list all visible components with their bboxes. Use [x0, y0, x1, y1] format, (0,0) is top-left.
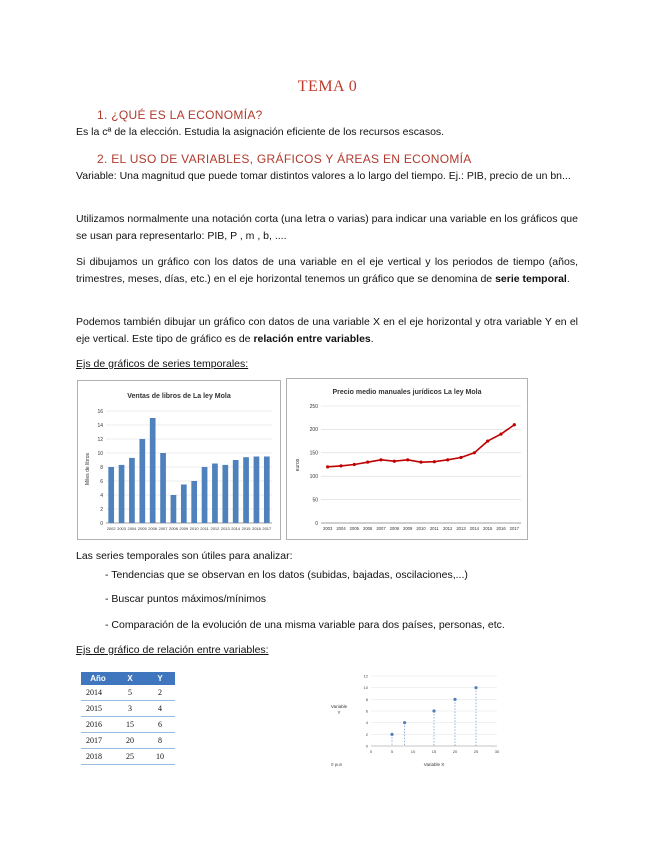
line-chart-point: [486, 440, 489, 443]
table-cell: 6: [145, 717, 175, 733]
line-chart-ytick: 250: [309, 403, 318, 410]
bar-chart-xtick: 2013: [220, 526, 230, 531]
line-chart-point: [393, 460, 396, 463]
bar-chart-bar: [181, 485, 187, 524]
scatter-ytick: 8: [365, 696, 368, 702]
bar-chart-bar: [264, 457, 270, 524]
line-chart-ytick: 150: [309, 450, 318, 457]
table-cell: 3: [115, 701, 145, 717]
line-chart-ytick: 100: [309, 474, 318, 480]
p4-text: Podemos también dibujar un gráfico con datos de una variable X en el eje horizontal y otra variable Y en el eje vertical. Este tipo de gráfico es de: [76, 316, 578, 345]
bar-chart-xtick: 2009: [179, 526, 189, 531]
p4-end: .: [370, 333, 374, 345]
bar-chart-xtick: 2005: [137, 526, 147, 531]
line-chart-series-line: [328, 425, 515, 467]
table-cell: 25: [115, 749, 145, 765]
paragraph-notation: Utilizamos normalmente una notación corta (una letra o varias) para indicar una variable en los gráficos que se usan para representarlo: PIB, P , m , b, ....: [76, 213, 578, 242]
p3-text: Si dibujamos un gráfico con los datos de una variable en el eje vertical y los periodos de tiempo (años, trimestres, meses, días, etc.) en el eje horizontal tenemos un gráfico que se denomina de: [76, 256, 578, 285]
line-chart-xtick: 2017: [509, 526, 519, 531]
scatter-xtick: 30: [494, 749, 500, 754]
scatter-xtick: 10: [410, 749, 416, 754]
bar-chart-xtick: 2010: [189, 526, 199, 531]
table-cell: 4: [145, 701, 175, 717]
paragraph-time-series: [76, 254, 578, 288]
table-header-y: Y: [145, 672, 175, 685]
scatter-point: [474, 686, 477, 689]
line-chart-point: [459, 456, 462, 459]
scatter-xtick: 25: [473, 749, 479, 754]
table-cell: 2: [145, 685, 175, 701]
table-cell: 8: [145, 733, 175, 749]
line-chart-xtick: 2015: [483, 526, 493, 531]
table-header-row: [81, 672, 175, 685]
line-chart-xtick: 2003: [323, 526, 333, 531]
table-row: [81, 701, 175, 717]
line-chart-point: [339, 464, 342, 467]
bar-chart-bar: [150, 418, 156, 523]
table-cell: 2015: [81, 701, 115, 717]
scatter-point: [403, 721, 406, 724]
scatter-point: [432, 709, 435, 712]
scatter-ylabel: [331, 704, 348, 715]
bar-chart-bar: [254, 457, 260, 524]
bar-chart-bar: [160, 453, 166, 523]
line-chart-xtick: 2011: [429, 526, 439, 531]
bar-chart-xtick: 2004: [127, 526, 137, 531]
bar-chart-ytick: 6: [100, 478, 103, 485]
bar-chart-ytick: 8: [100, 464, 103, 471]
bar-chart-bar: [233, 460, 239, 523]
bar-chart-xtick: 2002: [106, 526, 116, 531]
line-chart-point: [499, 432, 502, 435]
scatter-point: [390, 733, 393, 736]
scatter-chart: [325, 670, 515, 770]
scatter-xlabel: Variable X: [423, 762, 445, 767]
bullet-item: - Comparación de la evolución de una misma variable para dos países, personas, etc.: [105, 619, 505, 631]
line-chart-xtick: 2012: [443, 526, 453, 531]
scatter-ytick: 2: [365, 731, 368, 737]
bar-chart-xtick: 2008: [168, 526, 178, 531]
table-row: [81, 685, 175, 701]
line-chart-point: [446, 458, 449, 461]
bar-chart-xtick: 2016: [251, 526, 261, 531]
section-heading-1: 1. ¿QUÉ ES LA ECONOMÍA?: [97, 108, 263, 122]
scatter-ylabel-line-1: Variable: [330, 704, 348, 709]
line-chart-point: [473, 451, 476, 454]
bar-chart-bar: [202, 467, 208, 523]
bar-chart-ytick: 4: [100, 492, 103, 499]
bar-chart-xtick: 2006: [148, 526, 158, 531]
line-chart-ylabel: euros: [295, 458, 301, 472]
bar-chart-bar: [212, 464, 218, 524]
table-header-x: X: [115, 672, 145, 685]
table-cell: 15: [115, 717, 145, 733]
line-chart-xtick: 2013: [456, 526, 466, 531]
line-chart-xtick: 2016: [496, 526, 506, 531]
table-cell: 10: [145, 749, 175, 765]
line-chart-point: [433, 460, 436, 463]
line-chart-point: [406, 458, 409, 461]
bullet-item: - Tendencias que se observan en los datos (subidas, bajadas, oscilaciones,...): [105, 569, 468, 581]
line-chart-ytick: 0: [315, 520, 318, 527]
scatter-ylabel-line-2: Y: [337, 710, 341, 715]
line-chart-point: [419, 461, 422, 464]
table-row: [81, 749, 175, 765]
scatter-xtick: 20: [452, 749, 458, 754]
bar-chart-ytick: 10: [97, 450, 103, 457]
bar-chart-bar: [191, 481, 197, 523]
line-chart-xtick: 2014: [469, 526, 479, 531]
scatter-xtick: 0: [369, 749, 373, 754]
scatter-point: [453, 698, 456, 701]
bar-chart-xtick: 2014: [231, 526, 241, 531]
bar-chart-ytick: 16: [97, 408, 103, 415]
line-chart-xtick: 2010: [416, 526, 426, 531]
bar-chart-ytick: 0: [100, 520, 103, 527]
table-cell: 20: [115, 733, 145, 749]
scatter-xtick: 15: [431, 749, 437, 754]
series-intro: Las series temporales son útiles para analizar:: [76, 550, 293, 562]
scatter-corner-label: 0 pun: [331, 762, 343, 767]
bar-chart-ytick: 14: [97, 422, 103, 429]
line-chart-point: [366, 461, 369, 464]
bar-chart-xtick: 2003: [117, 526, 127, 531]
line-chart-svg: [287, 379, 527, 539]
line-chart-xtick: 2005: [349, 526, 359, 531]
bar-chart-ytick: 12: [97, 436, 103, 443]
scatter-chart-svg: [325, 670, 515, 770]
bullet-item: - Buscar puntos máximos/mínimos: [105, 593, 267, 605]
table-cell: 2018: [81, 749, 115, 765]
table-row: [81, 733, 175, 749]
scatter-ytick: 4: [365, 720, 368, 726]
scatter-xtick: 5: [390, 749, 394, 754]
line-chart-ytick: 50: [312, 497, 318, 504]
table-cell: 2017: [81, 733, 115, 749]
bar-chart-svg: [78, 381, 280, 539]
bar-chart-xtick: 2012: [210, 526, 220, 531]
section-1-text: Es la cª de la elección. Estudia la asignación eficiente de los recursos escasos.: [76, 126, 445, 138]
bar-chart-xtick: 2007: [158, 526, 168, 531]
paragraph-variable: Variable: Una magnitud que puede tomar distintos valores a lo largo del tiempo. Ej.: PIB, precio de un bn...: [76, 170, 571, 182]
bar-chart-bar: [171, 495, 177, 523]
table-cell: 5: [115, 685, 145, 701]
scatter-ytick: 12: [363, 673, 368, 679]
bar-chart-bar: [139, 439, 145, 523]
table-row: [81, 717, 175, 733]
examples-relation-label: Ejs de gráfico de relación entre variables:: [76, 644, 269, 656]
bar-chart-bar: [222, 465, 228, 523]
bar-chart-bar: [119, 465, 125, 523]
scatter-ytick: 6: [365, 708, 368, 714]
scatter-ytick: 0: [365, 743, 368, 749]
line-chart: [286, 378, 528, 540]
examples-time-series-label: Ejs de gráficos de series temporales:: [76, 358, 249, 370]
line-chart-title: Precio medio manuales jurídicos La ley Mola: [332, 389, 482, 396]
line-chart-point: [326, 465, 329, 468]
line-chart-ytick: 200: [309, 427, 318, 434]
table-header-year: Año: [81, 672, 115, 685]
bar-chart-ytick: 2: [100, 506, 103, 513]
data-table: [81, 672, 175, 765]
section-heading-2: 2. EL USO DE VARIABLES, GRÁFICOS Y ÁREAS EN ECONOMÍA: [97, 152, 472, 166]
term-relacion-variables: relación entre variables: [253, 333, 371, 345]
line-chart-point: [353, 463, 356, 466]
page-title: TEMA 0: [297, 78, 358, 95]
line-chart-xtick: 2006: [363, 526, 373, 531]
line-chart-point: [379, 458, 382, 461]
bar-chart-xtick: 2015: [241, 526, 251, 531]
table-cell: 2016: [81, 717, 115, 733]
line-chart-xtick: 2007: [376, 526, 386, 531]
table-cell: 2014: [81, 685, 115, 701]
line-chart-xtick: 2009: [403, 526, 413, 531]
bar-chart-xtick: 2011: [200, 526, 209, 531]
bar-chart-xtick: 2017: [262, 526, 272, 531]
line-chart-point: [513, 423, 516, 426]
line-chart-xtick: 2004: [336, 526, 346, 531]
bar-chart: [77, 380, 281, 540]
term-serie-temporal: serie temporal: [495, 273, 567, 285]
scatter-ytick: 10: [363, 685, 368, 691]
paragraph-relation: [76, 314, 578, 348]
bar-chart-bar: [108, 467, 114, 523]
bar-chart-bar: [129, 458, 135, 523]
bar-chart-title: Ventas de libros de La ley Mola: [127, 393, 231, 400]
bar-chart-bar: [243, 457, 249, 523]
bar-chart-ylabel: Miles de libros: [85, 453, 91, 485]
p3-end: .: [566, 273, 570, 285]
line-chart-xtick: 2008: [389, 526, 399, 531]
